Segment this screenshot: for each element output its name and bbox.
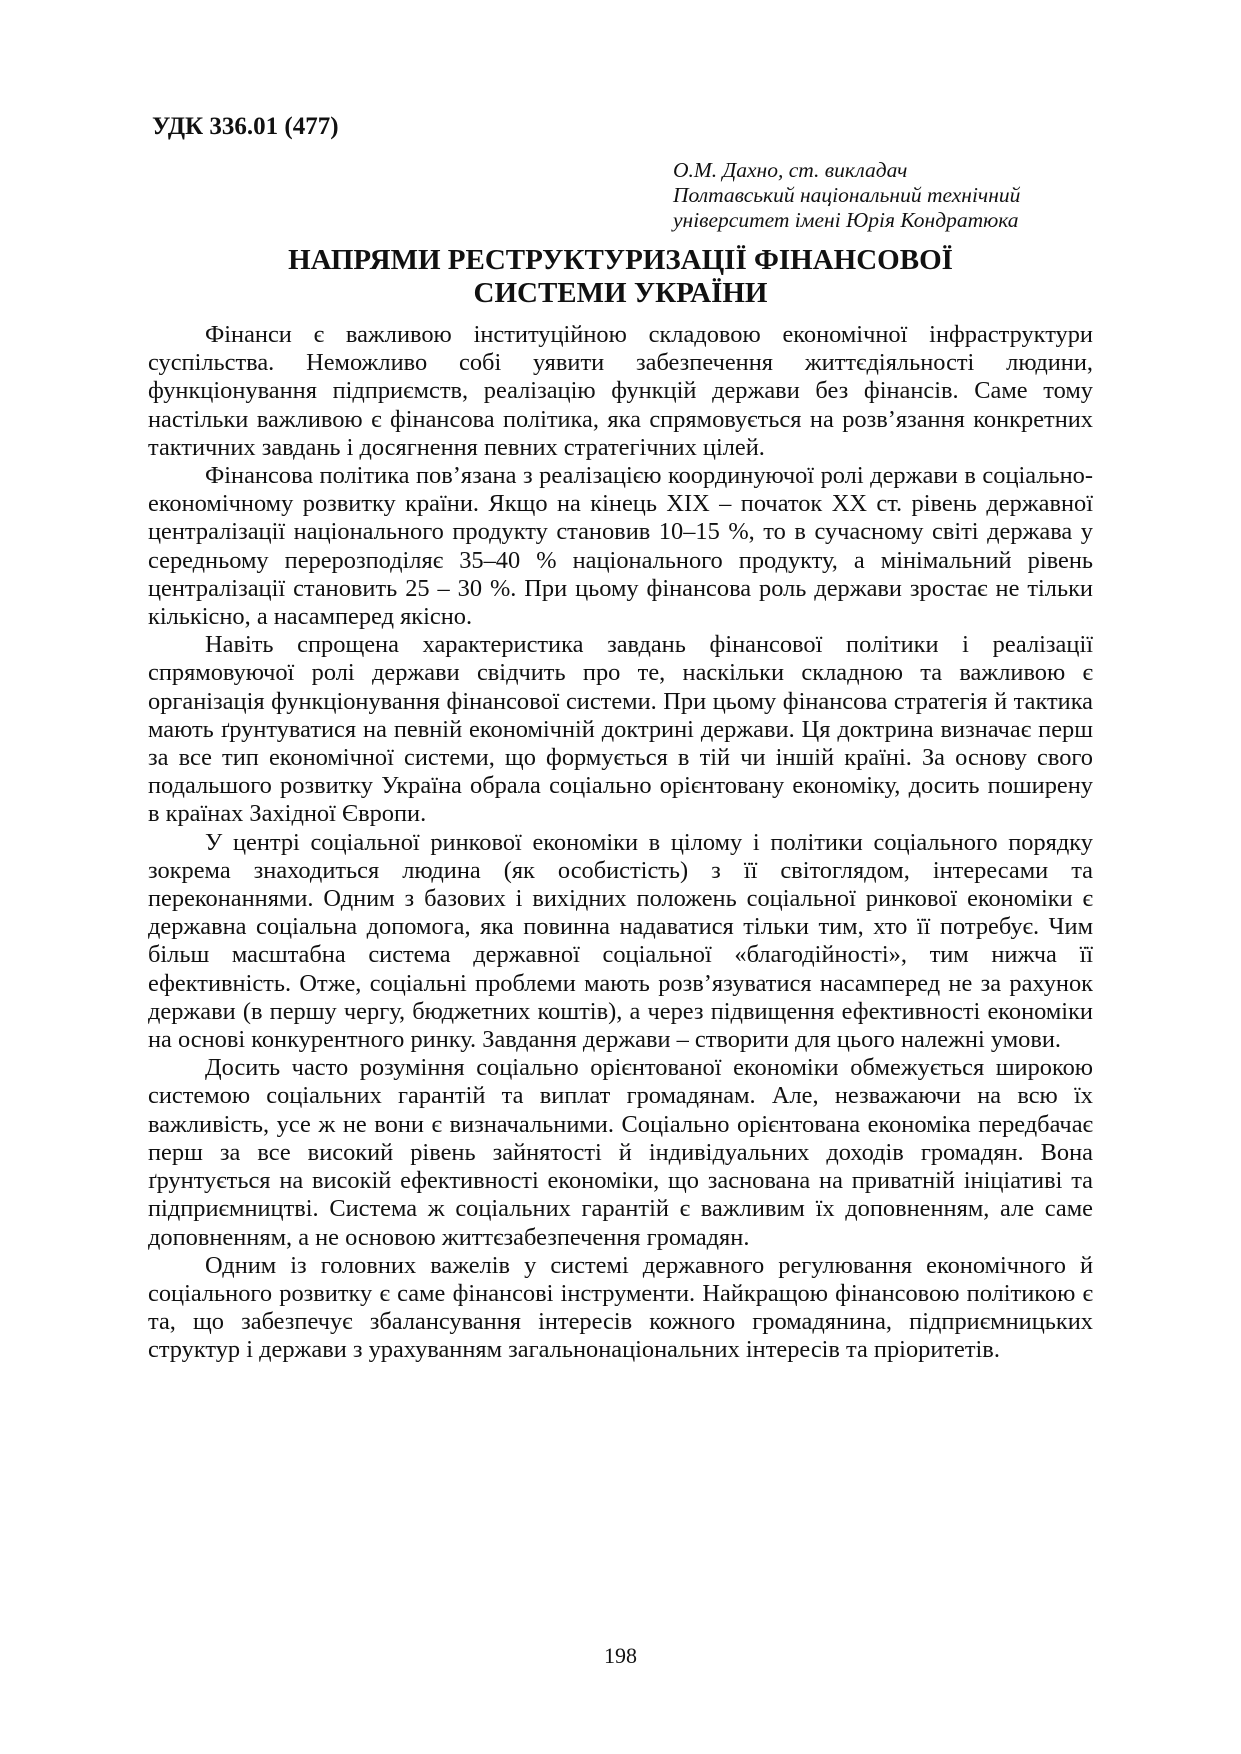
article-title-line-2: СИСТЕМИ УКРАЇНИ [473, 277, 768, 309]
body-paragraph-1: Фінанси є важливою інституційною складовою економічної інфраструктури суспільства. Неможливо собі уявити забезпечення життєдіяльності людини, функціонування підприємств, реалізацію функцій держави без фінансів. Саме тому настільки важливою є фінансова політика, яка спрямовується на розв’язання конкретних тактичних завдань і досягнення певних стратегічних цілей. [148, 321, 1093, 461]
author-name: О.М. Дахно, ст. викладач [673, 158, 908, 182]
author-block [673, 158, 1093, 233]
article-title [148, 244, 1093, 310]
body-paragraph-2: Фінансова політика пов’язана з реалізацією координуючої ролі держави в соціально-економічному розвитку країни. Якщо на кінець XIX – початок XX ст. рівень державної централізації національного продукту становив 10–15 %, то в сучасному світі держава у середньому перерозподіляє 35–40 % національного продукту, а мінімальний рівень централізації становить 25 – 30 %. При цьому фінансова роль держави зростає не тільки кількісно, а насамперед якісно. [148, 462, 1093, 631]
author-affiliation-line-1: Полтавський національний технічний [673, 183, 1021, 207]
paper-page [148, 0, 1093, 1754]
author-affiliation-line-2: університет імені Юрія Кондратюка [673, 208, 1019, 232]
page-number: 198 [604, 1643, 637, 1668]
body-paragraph-5: Досить часто розуміння соціально орієнтованої економіки обмежується широкою системою соціальних гарантій та виплат громадянам. Але, незважаючи на всю їх важливість, усе ж не вони є визначальними. Соціально орієнтована економіка передбачає перш за все високий рівень зайнятості й індивідуальних доходів громадян. Вона ґрунтується на високій ефективності економіки, що заснована на приватній ініціативі та підприємництві. Система ж соціальних гарантій є важливим їх доповненням, але саме доповненням, а не основою життєзабезпечення громадян. [148, 1054, 1093, 1251]
article-body [148, 321, 1093, 1365]
body-paragraph-4: У центрі соціальної ринкової економіки в цілому і політики соціального порядку зокрема знаходиться людина (як особистість) з її світоглядом, інтересами та переконаннями. Одним з базових і вихідних положень соціальної ринкової економіки є державна соціальна допомога, яка повинна надаватися тільки тим, хто її потребує. Чим більш масштабна система державної соціальної «благодійності», тим нижча її ефективність. Отже, соціальні проблеми мають розв’язуватися насамперед не за рахунок держави (в першу чергу, бюджетних коштів), а через підвищення ефективності економіки на основі конкурентного ринку. Завдання держави – створити для цього належні умови. [148, 828, 1093, 1054]
article-title-line-1: НАПРЯМИ РЕСТРУКТУРИЗАЦІЇ ФІНАНСОВОЇ [288, 244, 953, 276]
body-paragraph-6: Одним із головних важелів у системі державного регулювання економічного й соціального розвитку є саме фінансові інструменти. Найкращою фінансовою політикою є та, що забезпечує збалансування інтересів кожного громадянина, підприємницьких структур і держави з урахуванням загальнонаціональних інтересів та пріоритетів. [148, 1251, 1093, 1364]
body-paragraph-3: Навіть спрощена характеристика завдань фінансової політики і реалізації спрямовуючої ролі держави свідчить про те, наскільки складною та важливою є організація функціонування фінансової системи. При цьому фінансова стратегія й тактика мають ґрунтуватися на певній економічній доктрині держави. Ця доктрина визначає перш за все тип економічної системи, що формується в тій чи іншій країні. За основу свого подальшого розвитку Україна обрала соціально орієнтовану економіку, досить поширену в країнах Західної Європи. [148, 631, 1093, 828]
udk-code: УДК 336.01 (477) [152, 113, 339, 140]
